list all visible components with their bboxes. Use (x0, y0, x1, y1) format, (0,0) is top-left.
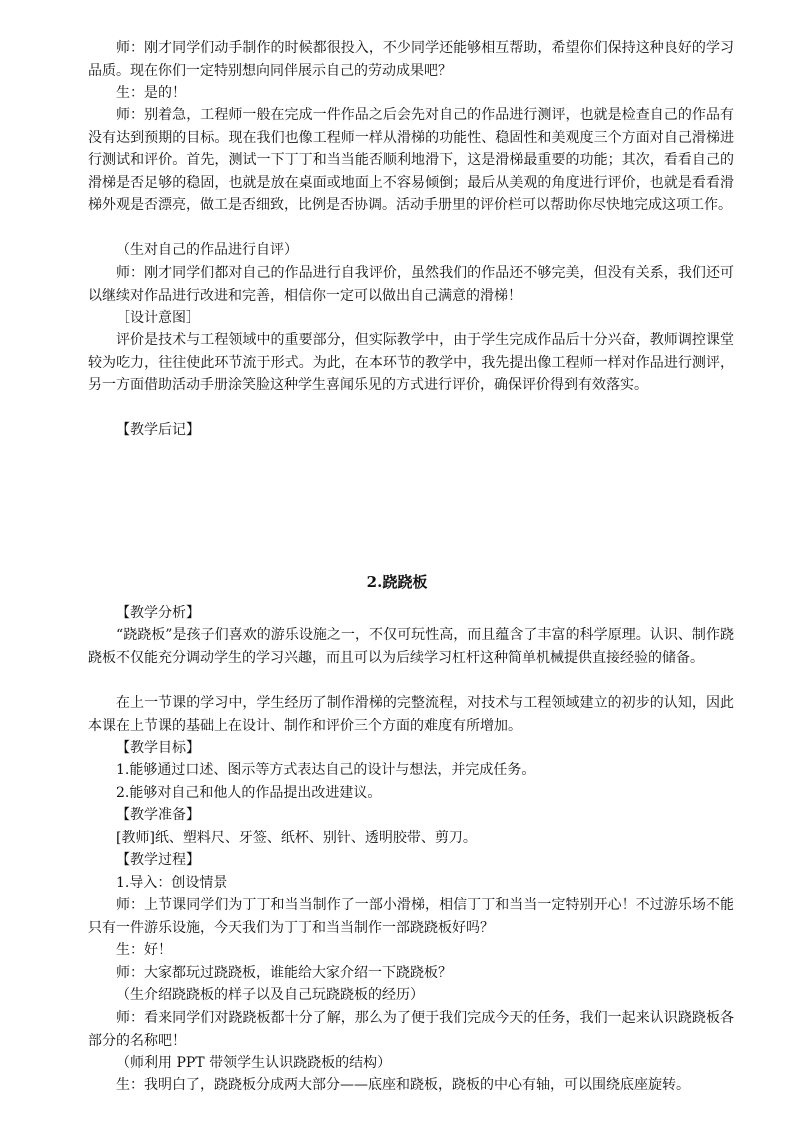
preparation-materials: [教师]纸、塑料尺、牙签、纸杯、别针、透明胶带、剪刀。 (116, 830, 477, 846)
goal-item-2: 2.能够对自己和他人的作品提出改进建议。 (116, 785, 382, 801)
paragraph-ppt-structure: （师利用 PPT 带领学生认识跷跷板的结构） (116, 1055, 392, 1071)
paragraph-teacher-question: 师：大家都玩过跷跷板，谁能给大家介绍一下跷跷板？ (116, 965, 452, 981)
paragraph-teacher-names: 师：看来同学们对跷跷板都十分了解，那么为了便于我们完成今天的任务，我们一起来认识跷跷板各部分的名称吧！ (88, 1010, 734, 1049)
paragraph-teaching-notes-label: 【教学后记】 (116, 422, 200, 438)
paragraph-seesaw-intro: “跷跷板”是孩子们喜欢的游乐设施之一，不仅可玩性高，而且蕴含了丰富的科学原理。认识、制作跷跷板不仅能充分调动学生的学习兴趣，而且可以为后续学习杠杆这种简单机械提供直接经验的储备。 (88, 627, 734, 666)
paragraph-self-evaluation: （生对自己的作品进行自评） (116, 242, 298, 258)
paragraph-design-intent: 评价是技术与工程领域中的重要部分，但实际教学中，由于学生完成作品后十分兴奋，教师调控课堂较为吃力，往往使此环节流于形式。为此，在本环节的教学中，我先提出像工程师一样对作品进行测评，另一方面借助活动手册涂笑脸这种学生喜闻乐见的方式进行评价，确保评价得到有效落实。 (88, 332, 734, 393)
step-intro: 1.导入：创设情景 (116, 875, 228, 891)
paragraph-design-intent-label: ［设计意图］ (116, 310, 200, 326)
goal-item-1: 1.能够通过口述、图示等方式表达自己的设计与想法，并完成任务。 (116, 762, 536, 778)
paragraph-previous-lesson: 在上一节课的学习中，学生经历了制作滑梯的完整流程，对技术与工程领域建立的初步的认知，因此本课在上节课的基础上在设计、制作和评价三个方面的难度有所增加。 (88, 695, 734, 734)
label-teaching-goals: 【教学目标】 (116, 740, 200, 756)
paragraph-student-describe: （生介绍跷跷板的样子以及自己玩跷跷板的经历） (116, 987, 424, 1003)
paragraph-teacher-praise: 师：刚才同学们动手制作的时候都很投入，不少同学还能够相互帮助，希望你们保持这种良好的学习品质。现在你们一定特别想向同伴展示自己的劳动成果吧？ (88, 40, 734, 79)
paragraph-student-reply: 生：是的！ (116, 85, 186, 101)
paragraph-teacher-lead-in: 师：上节课同学们为丁丁和当当制作了一部小滑梯，相信丁丁和当当一定特别开心！不过游乐场不能只有一件游乐设施，今天我们为丁丁和当当制作一部跷跷板好吗？ (88, 897, 734, 936)
paragraph-student-ok: 生：好！ (116, 942, 172, 958)
label-teaching-analysis: 【教学分析】 (116, 605, 200, 621)
paragraph-teacher-summary: 师：刚才同学们都对自己的作品进行自我评价，虽然我们的作品还不够完美，但没有关系，我们还可以继续对作品进行改进和完善，相信你一定可以做出自己满意的滑梯！ (88, 265, 734, 304)
paragraph-student-understand: 生：我明白了，跷跷板分成两大部分——底座和跷板，跷板的中心有轴，可以围绕底座旋转。 (116, 1077, 690, 1093)
paragraph-teacher-evaluation: 师：别着急，工程师一般在完成一件作品之后会先对自己的作品进行测评，也就是检查自己的作品有没有达到预期的目标。现在我们也像工程师一样从滑梯的功能性、稳固性和美观度三个方面对自己滑梯进行测试和评价。首先，测试一下丁丁和当当能否顺利地滑下，这是滑梯最重要的功能；其次，看看自己的滑梯是否足够的稳固，也就是放在桌面或地面上不容易倾倒；最后从美观的角度进行评价，也就是看看滑梯外观是否漂亮，做工是否细致，比例是否协调。活动手册里的评价栏可以帮助你尽快地完成这项工作。 (88, 107, 734, 213)
section-title: 2.跷跷板 (366, 573, 428, 591)
label-teaching-process: 【教学过程】 (116, 852, 200, 868)
label-teaching-preparation: 【教学准备】 (116, 807, 200, 823)
